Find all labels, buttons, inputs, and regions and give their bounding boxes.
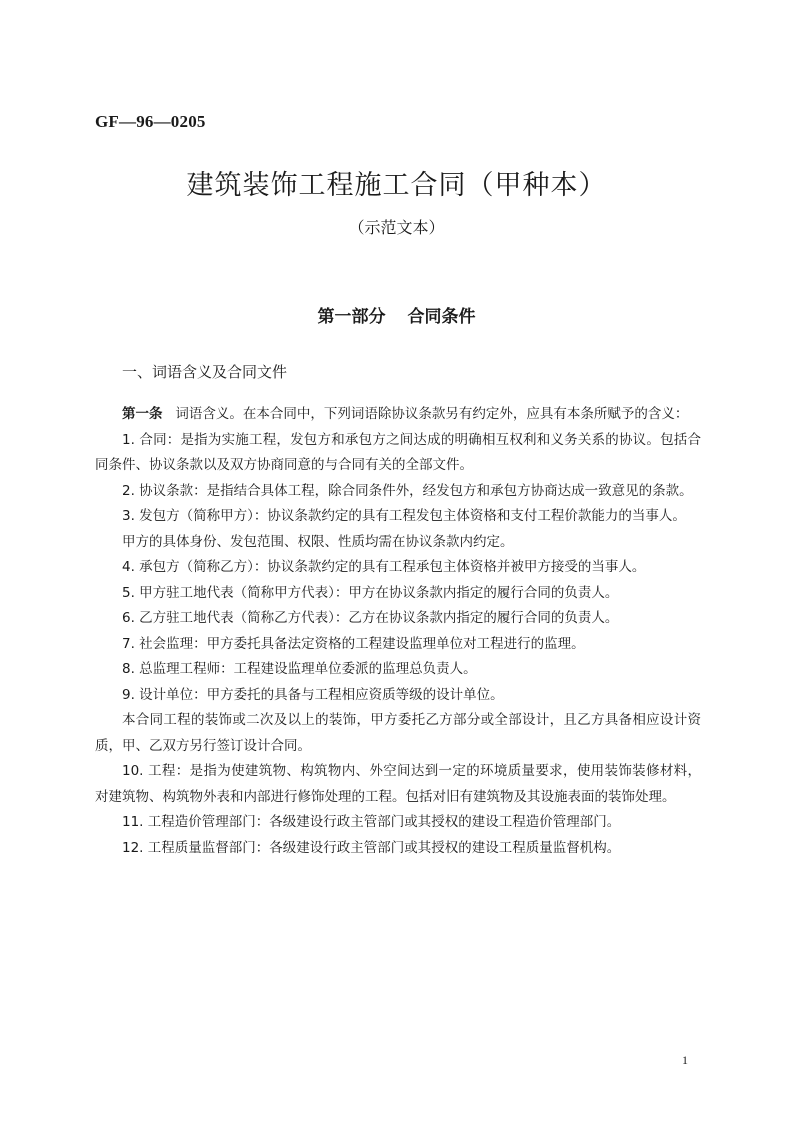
contract-body xyxy=(95,402,701,861)
article-text: 词语含义。在本合同中，下列词语除协议条款另有约定外，应具有本条所赋予的含义： xyxy=(175,406,689,422)
clause-item: 9. 设计单位：甲方委托的具备与工程相应资质等级的设计单位。 xyxy=(122,686,504,703)
clause-item: 4. 承包方（简称乙方）：协议条款约定的具有工程承包主体资格并被甲方接受的当事人。 xyxy=(122,559,646,575)
document-title: 建筑装饰工程施工合同（甲种本） xyxy=(186,170,607,201)
article-1 xyxy=(95,402,701,428)
section-heading: 一、词语含义及合同文件 xyxy=(122,363,288,381)
part-number: 第一部分 xyxy=(317,307,386,327)
clause-item: 3. 发包方（简称甲方）：协议条款约定的具有工程发包主体资格和支付工程价款能力的当事人。 xyxy=(122,508,686,524)
clause-item: 2. 协议条款：是指结合具体工程，除合同条件外，经发包方和承包方协商达成一致意见的条款。 xyxy=(122,482,693,499)
clause-item: 12. 工程质量监督部门：各级建设行政主管部门或其授权的建设工程质量监督机构。 xyxy=(122,839,621,856)
part-name: 合同条件 xyxy=(407,307,476,327)
page-number: 1 xyxy=(682,1053,688,1067)
clause-item: 1. 合同：是指为实施工程，发包方和承包方之间达成的明确相互权利和义务关系的协议。包括合同条件、协议条款以及双方协商同意的与合同有关的全部文件。 xyxy=(95,431,701,473)
document-subtitle: （示范文本） xyxy=(348,218,445,237)
clause-item: 11. 工程造价管理部门：各级建设行政主管部门或其授权的建设工程造价管理部门。 xyxy=(122,814,621,830)
document-code: GF—96—0205 xyxy=(95,112,206,131)
clause-item: 7. 社会监理：甲方委托具备法定资格的工程建设监理单位对工程进行的监理。 xyxy=(122,635,585,652)
part-heading xyxy=(0,302,793,327)
clause-item: 本合同工程的装饰或二次及以上的装饰，甲方委托乙方部分或全部设计，且乙方具备相应设计资质，甲、乙双方另行签订设计合同。 xyxy=(95,712,701,754)
clause-item: 8. 总监理工程师：工程建设监理单位委派的监理总负责人。 xyxy=(122,661,477,677)
clause-item: 5. 甲方驻工地代表（简称甲方代表）：甲方在协议条款内指定的履行合同的负责人。 xyxy=(122,584,619,601)
article-label: 第一条 xyxy=(122,406,163,422)
clause-item: 6. 乙方驻工地代表（简称乙方代表）：乙方在协议条款内指定的履行合同的负责人。 xyxy=(122,610,619,626)
clause-item: 10. 工程：是指为使建筑物、构筑物内、外空间达到一定的环境质量要求，使用装饰装修材料，对建筑物、构筑物外表和内部进行修饰处理的工程。包括对旧有建筑物及其设施表面的装饰处理。 xyxy=(95,763,701,805)
clause-item: 甲方的具体身份、发包范围、权限、性质均需在协议条款内约定。 xyxy=(122,533,514,550)
